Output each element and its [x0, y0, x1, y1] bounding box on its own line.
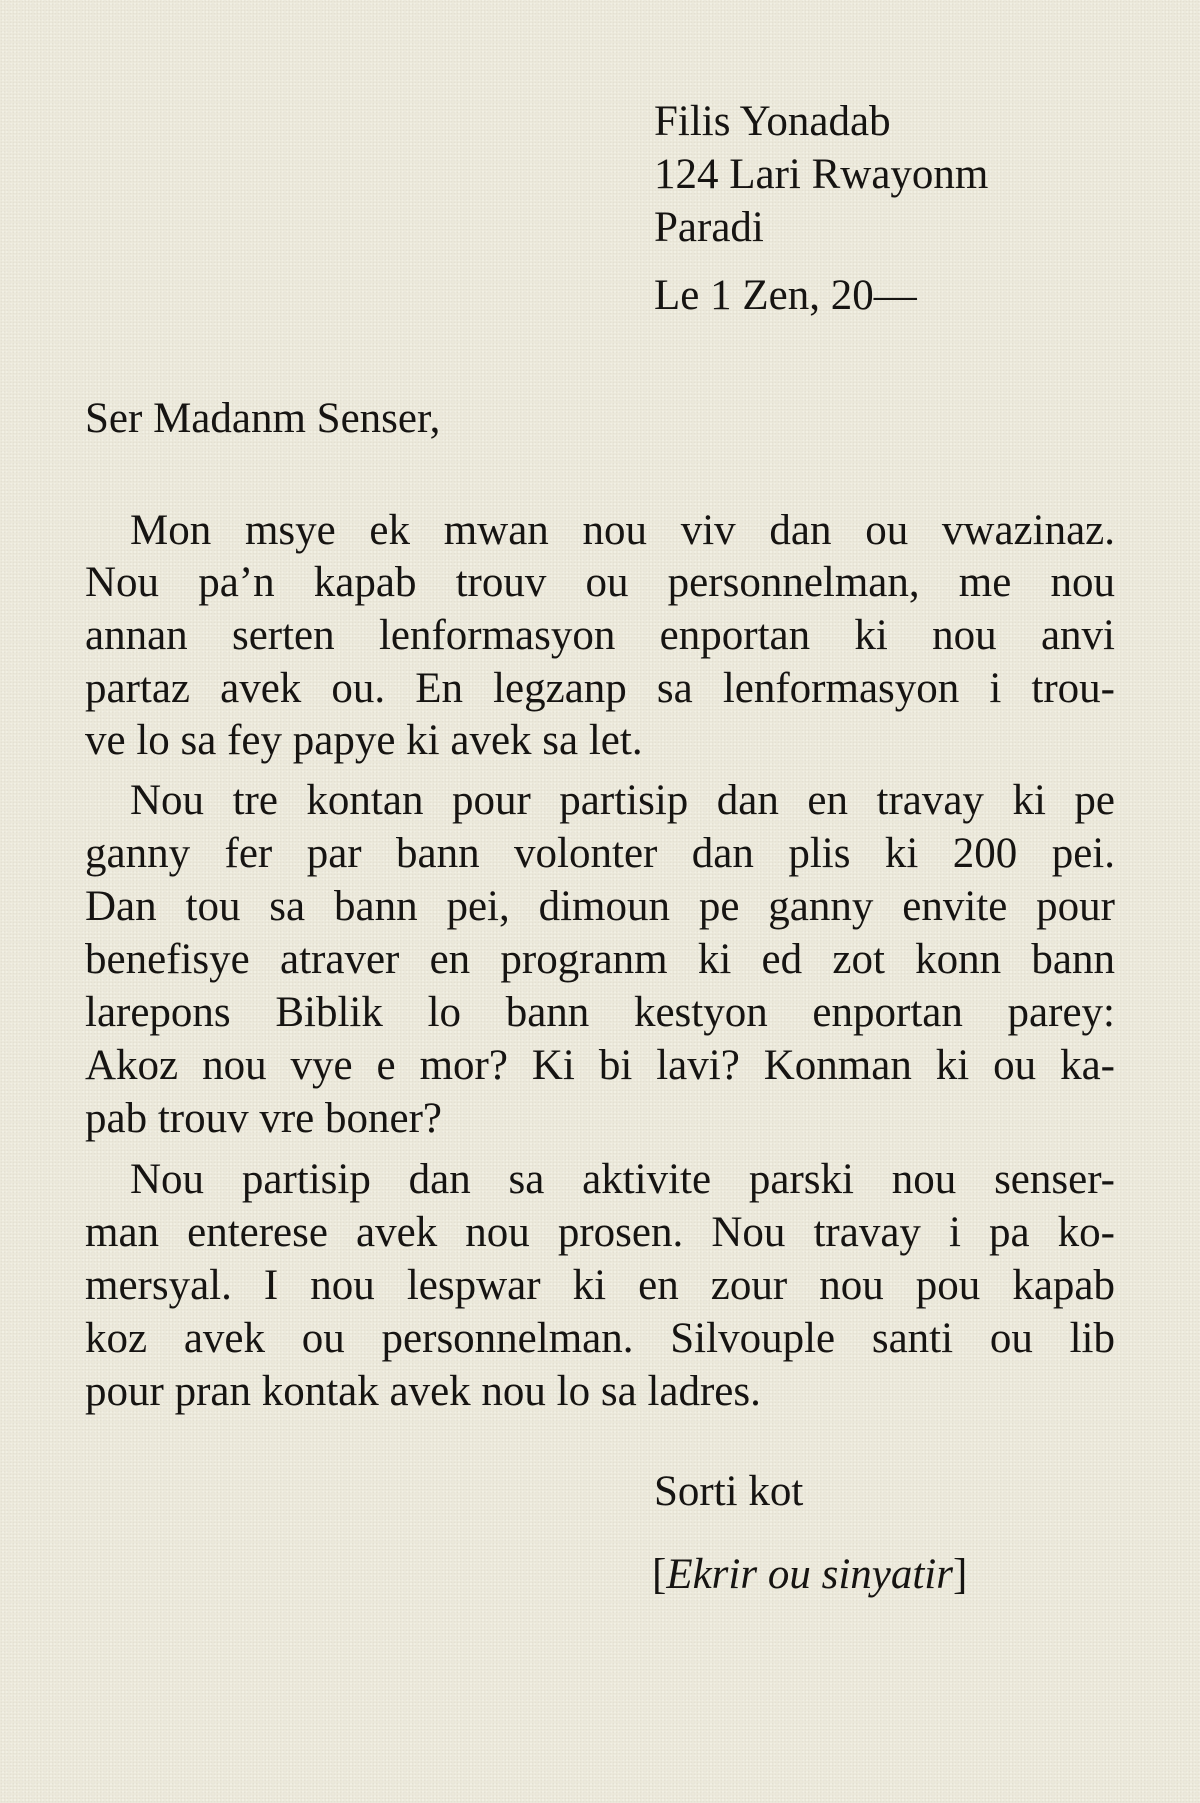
paragraph-line: larepons Biblik lo bann kestyon enportan parey:: [85, 989, 1115, 1036]
paragraph-line: ve lo sa fey papye ki avek sa let.: [85, 717, 643, 764]
sender-city: Paradi: [654, 204, 764, 251]
sender-name: Filis Yonadab: [654, 98, 891, 145]
paragraph-line: Mon msye ek mwan nou viv dan ou vwazinaz.: [130, 507, 1115, 554]
paragraph-line: benefisye atraver en progranm ki ed zot konn bann: [85, 936, 1115, 983]
paragraph-line: mersyal. I nou lespwar ki en zour nou pou kapab: [85, 1262, 1115, 1309]
letter-date: Le 1 Zen, 20—: [654, 272, 917, 319]
paragraph-line: pab trouv vre boner?: [85, 1095, 442, 1142]
salutation: Ser Madanm Senser,: [85, 395, 441, 442]
paragraph-line: Nou pa’n kapab trouv ou personnelman, me nou: [85, 559, 1115, 606]
close-bracket: ]: [953, 1551, 968, 1598]
paragraph-line: Akoz nou vye e mor? Ki bi lavi? Konman ki ou ka-: [85, 1042, 1115, 1089]
paragraph-line: partaz avek ou. En legzanp sa lenformasyon i trou-: [85, 665, 1115, 712]
paragraph-line: Dan tou sa bann pei, dimoun pe ganny envite pour: [85, 883, 1115, 930]
signature-text: Ekrir ou sinyatir: [666, 1551, 953, 1598]
open-bracket: [: [652, 1551, 667, 1598]
sender-street: 124 Lari Rwayonm: [654, 151, 989, 198]
paragraph-line: ganny fer par bann volonter dan plis ki 200 pei.: [85, 830, 1115, 877]
paragraph-line: annan serten lenformasyon enportan ki nou anvi: [85, 612, 1115, 659]
paragraph-line: man enterese avek nou prosen. Nou travay i pa ko-: [85, 1209, 1115, 1256]
paragraph-line: Nou tre kontan pour partisip dan en travay ki pe: [130, 777, 1115, 824]
paragraph-line: koz avek ou personnelman. Silvouple santi ou lib: [85, 1315, 1115, 1362]
paragraph-line: pour pran kontak avek nou lo sa ladres.: [85, 1368, 761, 1415]
signature-placeholder: [652, 1553, 967, 1596]
paragraph-line: Nou partisip dan sa aktivite parski nou senser-: [130, 1156, 1115, 1203]
closing: Sorti kot: [654, 1468, 804, 1515]
